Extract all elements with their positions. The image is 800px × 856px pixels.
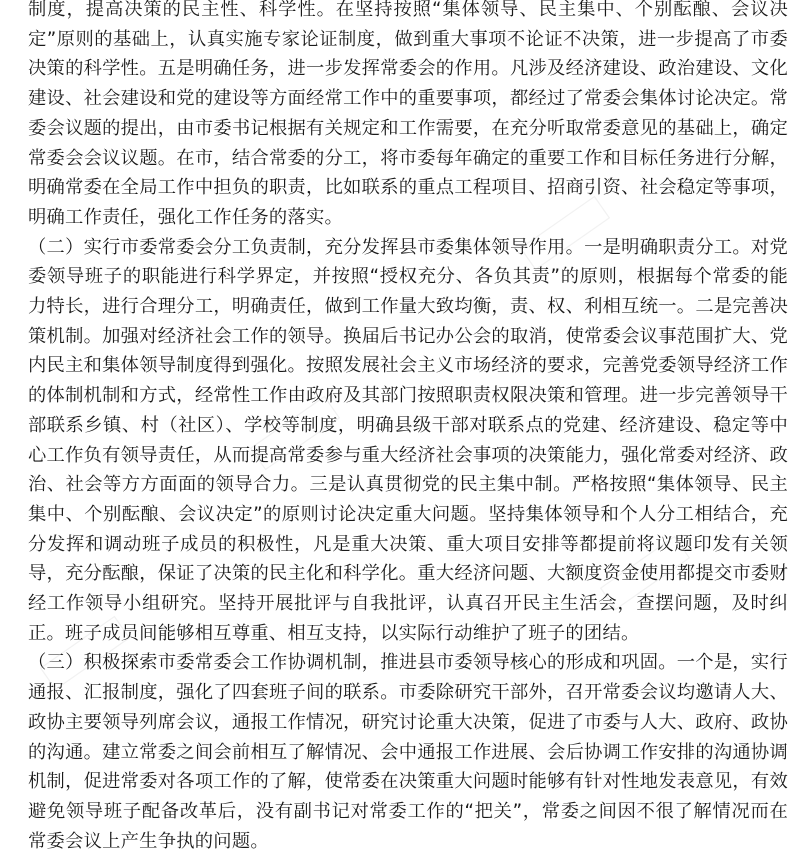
paragraph-3: （三）积极探索市委常委会工作协调机制，推进县市委领导核心的形成和巩固。一个是，实行通报、汇报制度，强化了四套班子间的联系。市委除研究干部外，召开常委会议均邀请人大、政协主要领导列席会议，通报工作情况，研究讨论重大决策，促进了市委与人大、政府、政协的沟通。建立常委之间会前相互了解情况、会中通报工作进展、会后协调工作安排的沟通协调机制，促进常委对各项工作的了解，使常委在决策重大问题时能够有针对性地发表意见，有效避免领导班子配备改革后，没有副书记对常委工作的“把关”，常委之间因不很了解情况而在常委会议上产生争执的问题。: [28, 652, 788, 852]
paragraph-1: 制度，提高决策的民主性、科学性。在坚持按照“集体领导、民主集中、个别酝酿、会议决定”原则的基础上，认真实施专家论证制度，做到重大事项不论证不决策，进一步提高了市委决策的科学性。五是明确任务，进一步发挥常委会的作用。凡涉及经济建设、政治建设、文化建设、社会建设和党的建设等方面经常工作中的重要事项，都经过了常委会集体讨论决定。常委会议题的提出，由市委书记根据有关规定和工作需要，在充分听取常委意见的基础上，确定常委会会议议题。在市，结合常委的分工，将市委每年确定的重要工作和目标任务进行分解，明确常委在全局工作中担负的职责，比如联系的重点工程项目、招商引资、社会稳定等事项，明确工作责任，强化工作任务的落实。: [28, 0, 788, 228]
paragraph-2: （二）实行市委常委会分工负责制，充分发挥县市委集体领导作用。一是明确职责分工。对党委领导班子的职能进行科学界定，并按照“授权充分、各负其责”的原则，根据每个常委的能力特长，进行合理分工，明确责任，做到工作量大致均衡，责、权、利相互统一。二是完善决策机制。加强对经济社会工作的领导。换届后书记办公会的取消，使常委会议事范围扩大、党内民主和集体领导制度得到强化。按照发展社会主义市场经济的要求，完善党委领导经济工作的体制机制和方式，经常性工作由政府及其部门按照职责权限决策和管理。进一步完善领导干部联系乡镇、村（社区）、学校等制度，明确县级干部对联系点的党建、经济建设、稳定等中心工作负有领导责任，从而提高常委参与重大经济社会事项的决策能力，强化常委对经济、政治、社会等方方面面的领导合力。三是认真贯彻党的民主集中制。严格按照“集体领导、民主集中、个别酝酿、会议决定”的原则讨论决定重大问题。坚持集体领导和个人分工相结合，充分发挥和调动班子成员的积极性，凡是重大决策、重大项目安排等都提前将议题印发有关领导，充分酝酿，保证了决策的民主化和科学化。重大经济问题、大额度资金使用都提交市委财经工作领导小组研究。坚持开展批评与自我批评，认真召开民主生活会，查摆问题，及时纠正。班子成员间能够相互尊重、相互支持，以实际行动维护了班子的团结。: [28, 236, 788, 644]
document-body: [28, 0, 788, 856]
